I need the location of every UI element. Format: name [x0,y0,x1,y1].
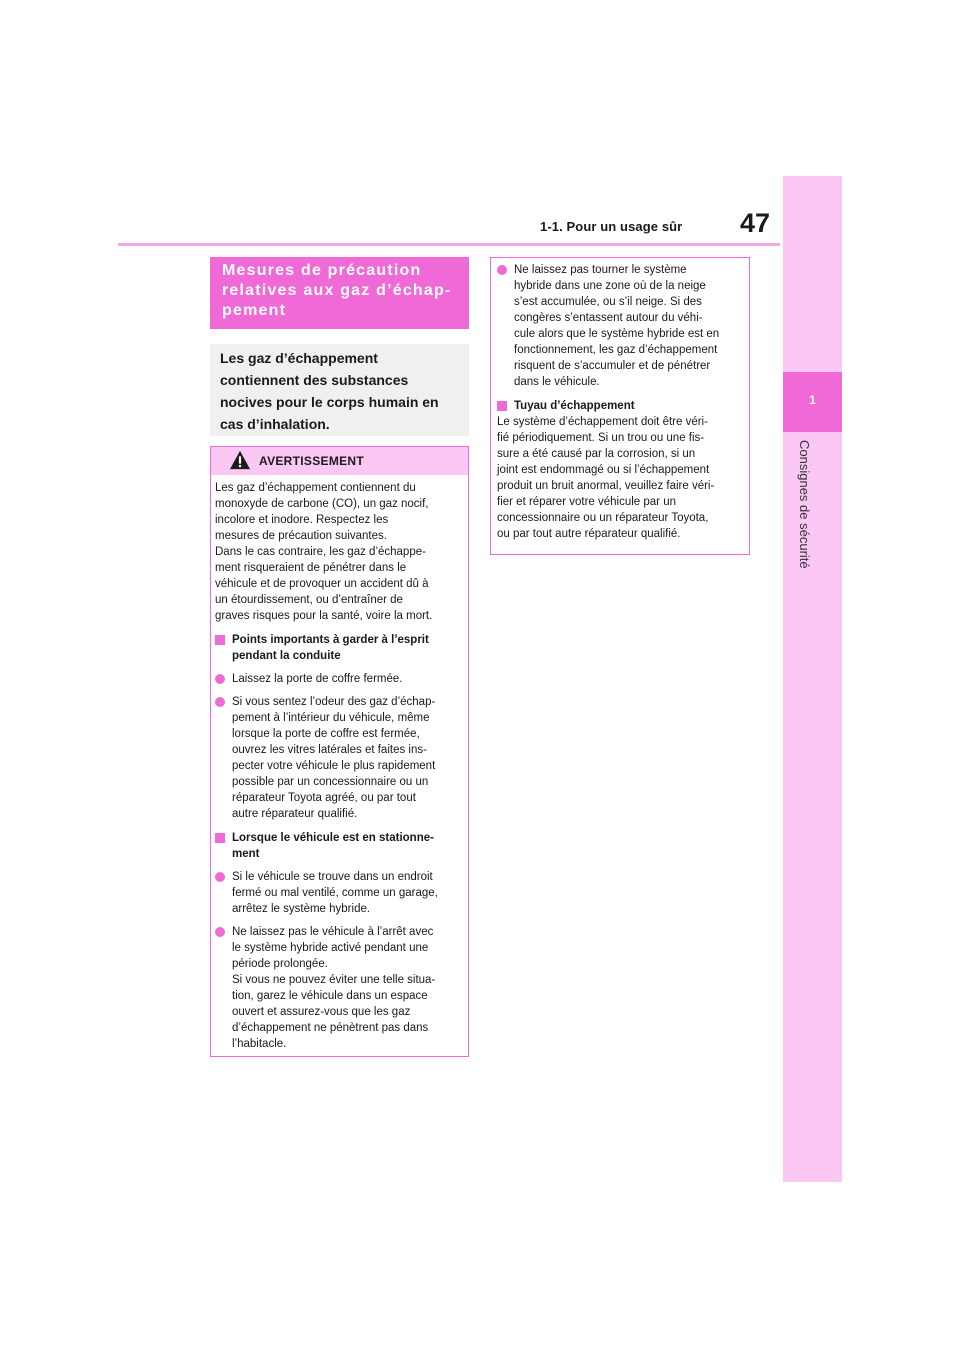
text-line: fonctionnement, les gaz d’échappement [514,344,718,356]
text-line: Lorsque le véhicule est en stationne- [232,832,434,844]
list-item [215,694,464,822]
text-line: Si le véhicule se trouve dans un endroit [232,871,433,883]
header-rule [118,243,780,246]
text-line: Dans le cas contraire, les gaz d’échappe- [215,546,426,558]
text-line: ment risqueraient de pénétrer dans le [215,562,407,574]
warning-label: AVERTISSEMENT [259,454,365,468]
text-line: Les gaz d’échappement contiennent du [215,482,416,494]
text-line: cule alors que le système hybride est en [514,328,720,340]
text-line: fié périodiquement. Si un trou ou une fis- [497,432,705,444]
list-item [497,262,745,390]
text-line: mesures de précaution suivantes. [215,530,387,542]
exhaust-pipe-paragraph [497,414,745,542]
square-bullet-icon [497,401,507,411]
list-item [215,924,464,1052]
warning-box [210,446,469,1057]
text-line: véhicule et de provoquer un accident dû à [215,578,429,590]
list-item [215,671,464,687]
text-line: hybride dans une zone où de la neige [514,280,706,292]
text-line: Laissez la porte de coffre fermée. [232,673,403,685]
text-line: fermé ou mal ventilé, comme un garage, [232,887,438,899]
text-line: produit un bruit anormal, veuillez faire véri- [497,480,715,492]
text-line: risquent de s’accumuler et de pénétrer [514,360,711,372]
text-line: Points importants à garder à l’esprit [232,634,429,646]
square-bullet-icon [215,635,225,645]
warning-box-continued [490,257,750,555]
square-bullet-icon [215,833,225,843]
summary-box [210,344,469,436]
text-line: sure a été causé par la corrosion, si un [497,448,696,460]
text-line: ouvert et assurez-vous que les gaz [232,1006,411,1018]
warning-body-continued [491,258,749,542]
banner-line: relatives aux gaz d’échap- [222,282,452,299]
subheading-exhaust-pipe [497,398,745,414]
warning-header [211,447,468,475]
text-line: réparateur Toyota agréé, ou par tout [232,792,416,804]
text-line: Tuyau d’échappement [514,400,635,412]
text-line: pement à l’intérieur du véhicule, même [232,712,430,724]
text-line: ment [232,848,260,860]
dot-bullet-icon [215,697,225,707]
warning-body [211,475,468,1052]
warning-intro [215,480,464,624]
text-line: ouvrez les vitres latérales et faites ins- [232,744,427,756]
summary-line: Les gaz d’échappement [220,350,378,366]
text-line: l’habitacle. [232,1038,287,1050]
text-line: fier et réparer votre véhicule par un [497,496,676,508]
text-line: Ne laissez pas tourner le système [514,264,687,276]
text-line: pecter votre véhicule le plus rapidement [232,760,436,772]
text-line: incolore et inodore. Respectez les [215,514,389,526]
subheading-parking [215,830,464,862]
text-line: joint est endommagé ou si l’échappement [497,464,710,476]
text-line: le système hybride activé pendant une [232,942,429,954]
text-line: un étourdissement, ou d’entraîner de [215,594,403,606]
text-line: période prolongée. [232,958,328,970]
text-line: concessionnaire ou un réparateur Toyota, [497,512,709,524]
summary-line: contiennent des substances [220,372,409,388]
subheading-driving [215,632,464,664]
banner-line: pement [222,302,287,319]
text-line: tion, garez le véhicule dans un espace [232,990,428,1002]
dot-bullet-icon [497,265,507,275]
text-line: pendant la conduite [232,650,341,662]
chapter-number: 1 [809,393,816,407]
chapter-title: Consignes de sécurité [797,440,812,569]
text-line: Si vous sentez l’odeur des gaz d’échap- [232,696,436,708]
list-item [215,869,464,917]
warning-triangle-icon [229,450,251,470]
text-line: autre réparateur qualifié. [232,808,358,820]
text-line: possible par un concessionnaire ou un [232,776,429,788]
text-line: ou par tout autre réparateur qualifié. [497,528,681,540]
text-line: monoxyde de carbone (CO), un gaz nocif, [215,498,429,510]
banner-line: Mesures de précaution [222,262,422,279]
dot-bullet-icon [215,872,225,882]
text-line: dans le véhicule. [514,376,600,388]
text-line: Si vous ne pouvez éviter une telle situa- [232,974,436,986]
text-line: Ne laissez pas le véhicule à l’arrêt avec [232,926,434,938]
text-line: d’échappement ne pénètrent pas dans [232,1022,429,1034]
section-title: 1-1. Pour un usage sûr [540,219,683,234]
text-line: Le système d’échappement doit être véri- [497,416,708,428]
chapter-side-tab [783,176,842,1182]
text-line: arrêtez le système hybride. [232,903,371,915]
text-line: lorsque la porte de coffre est fermée, [232,728,420,740]
text-line: graves risques pour la santé, voire la mort. [215,610,433,622]
summary-line: nocives pour le corps humain en [220,394,439,410]
dot-bullet-icon [215,927,225,937]
summary-line: cas d’inhalation. [220,416,330,432]
text-line: congères s’entassent autour du véhi- [514,312,703,324]
dot-bullet-icon [215,674,225,684]
section-banner [210,257,469,329]
text-line: s’est accumulée, ou s’il neige. Si des [514,296,702,308]
page-number: 47 [740,208,771,238]
